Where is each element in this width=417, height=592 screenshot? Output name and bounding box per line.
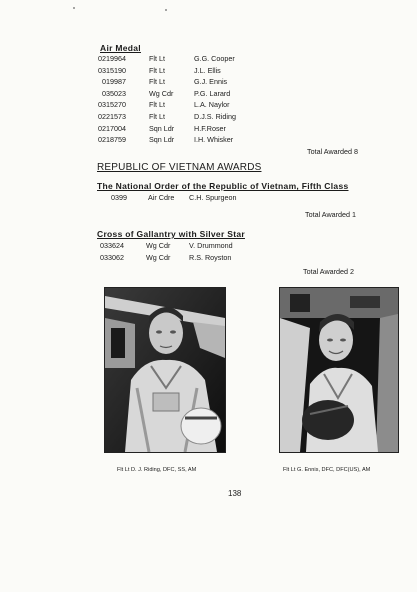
photo-ennis bbox=[279, 287, 399, 453]
recipient-name: P.G. Larard bbox=[194, 88, 231, 98]
photo-riding bbox=[104, 287, 226, 453]
service-number: 0221573 bbox=[98, 111, 126, 121]
portrait-image bbox=[280, 288, 398, 452]
photo-caption-right: Flt Lt G. Ennis, DFC, DFC(US), AM bbox=[283, 467, 371, 473]
recipient-name: G.J. Ennis bbox=[194, 77, 228, 87]
rank: Flt Lt bbox=[149, 111, 165, 121]
air-medal-heading: Air Medal bbox=[100, 43, 141, 53]
rank: Air Cdre bbox=[148, 193, 175, 202]
scan-mark bbox=[165, 9, 167, 11]
rank: Sqn Ldr bbox=[149, 123, 175, 133]
rank: Wg Cdr bbox=[146, 252, 171, 262]
recipient-name: D.J.S. Riding bbox=[194, 111, 236, 121]
service-number: 0219964 bbox=[98, 54, 126, 63]
service-number: 033624 bbox=[100, 241, 124, 250]
rank: Flt Lt bbox=[149, 100, 165, 110]
photo-caption-left: Flt Lt D. J. Riding, DFC, SS, AM bbox=[117, 467, 197, 473]
rank: Flt Lt bbox=[149, 77, 165, 87]
cross-gallantry-total: Total Awarded 2 bbox=[303, 267, 355, 276]
recipient-name: V. Drummond bbox=[189, 241, 233, 250]
air-medal-total: Total Awarded 8 bbox=[307, 147, 359, 156]
recipient-name: H.F.Roser bbox=[194, 123, 226, 133]
national-order-heading: The National Order of the Republic of Vietnam, Fifth Class bbox=[97, 181, 349, 191]
service-number: 0315190 bbox=[98, 65, 126, 75]
rank: Flt Lt bbox=[149, 65, 165, 75]
recipient-name: L.A. Naylor bbox=[194, 100, 230, 110]
recipient-name: C.H. Spurgeon bbox=[189, 193, 237, 202]
service-number: 0399 bbox=[111, 193, 127, 202]
service-number: 0218759 bbox=[98, 135, 126, 145]
service-number: 035023 bbox=[102, 88, 126, 98]
service-number: 019987 bbox=[102, 77, 126, 87]
cross-gallantry-heading: Cross of Gallantry with Silver Star bbox=[97, 229, 245, 239]
service-number: 0217004 bbox=[98, 123, 126, 133]
service-number: 033062 bbox=[100, 252, 124, 262]
page-number: 138 bbox=[228, 489, 242, 498]
vietnam-awards-heading: REPUBLIC OF VIETNAM AWARDS bbox=[97, 162, 262, 173]
recipient-name: I.H. Whisker bbox=[194, 135, 234, 145]
rank: Wg Cdr bbox=[149, 88, 174, 98]
scan-mark bbox=[73, 7, 75, 9]
recipient-name: J.L. Ellis bbox=[194, 65, 221, 75]
rank: Sqn Ldr bbox=[149, 135, 175, 145]
recipient-name: G.G. Cooper bbox=[194, 54, 235, 63]
recipient-name: R.S. Royston bbox=[189, 252, 232, 262]
service-number: 0315270 bbox=[98, 100, 126, 110]
portrait-image bbox=[105, 288, 225, 452]
rank: Wg Cdr bbox=[146, 241, 171, 250]
rank: Flt Lt bbox=[149, 54, 165, 63]
national-order-total: Total Awarded 1 bbox=[305, 210, 357, 219]
